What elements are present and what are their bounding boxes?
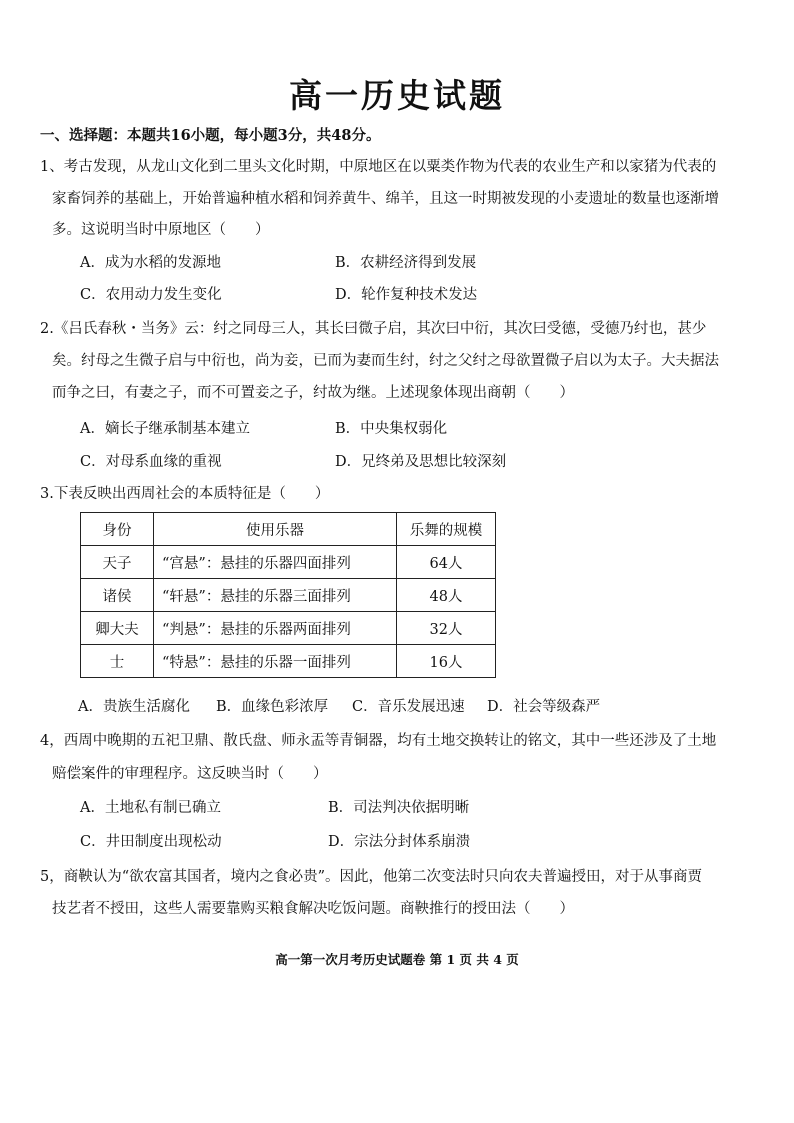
ritual-music-table <box>80 512 496 678</box>
q3-option-a: A．贵族生活腐化 <box>78 699 190 715</box>
table-cell: “宫悬”：悬挂的乐器四面排列 <box>154 546 397 579</box>
section-heading: 一、选择题：本题共16小题，每小题3分，共48分。 <box>40 127 381 144</box>
q3-stem: 3.下表反映出西周社会的本质特征是（ ） <box>40 486 330 502</box>
q1-line-1: 1、考古发现，从龙山文化到二里头文化时期，中原地区在以粟类作物为代表的农业生产和以家猪为代表的 <box>40 159 717 175</box>
table-cell: 32人 <box>397 612 496 645</box>
table-header: 乐舞的规模 <box>397 513 496 546</box>
q2-option-b: B．中央集权弱化 <box>335 421 448 437</box>
table-cell: “判悬”：悬挂的乐器两面排列 <box>154 612 397 645</box>
table-cell: 士 <box>81 645 154 678</box>
q1-option-a: A．成为水稻的发源地 <box>80 255 221 271</box>
q2-line-2: 矣。纣母之生微子启与中衍也，尚为妾，已而为妻而生纣，纣之父纣之母欲置微子启以为太子。大夫据法 <box>52 353 719 369</box>
table-cell: 64人 <box>397 546 496 579</box>
q2-option-a: A．嫡长子继承制基本建立 <box>80 421 250 437</box>
table-header-row <box>81 513 496 546</box>
table-cell: 卿大夫 <box>81 612 154 645</box>
q4-option-d: D．宗法分封体系崩溃 <box>328 834 471 850</box>
q4-option-c: C．井田制度出现松动 <box>80 834 222 850</box>
page-footer: 高一第一次月考历史试题卷 第 1 页 共 4 页 <box>275 952 519 967</box>
table-cell: 48人 <box>397 579 496 612</box>
table-row <box>81 579 496 612</box>
q1-line-2: 家畜饲养的基础上，开始普遍种植水稻和饲养黄牛、绵羊，且这一时期被发现的小麦遗址的数量也逐渐增 <box>52 191 719 207</box>
table-row <box>81 546 496 579</box>
table-header: 使用乐器 <box>154 513 397 546</box>
q5-line-1: 5，商鞅认为“欲农富其国者，境内之食必贵”。因此，他第二次变法时只向农夫普遍授田，对于从事商贾 <box>40 869 703 885</box>
q3-option-c: C．音乐发展迅速 <box>352 699 465 715</box>
q2-line-3: 而争之曰，有妻之子，而不可置妾之子，纣故为继。上述现象体现出商朝（ ） <box>52 385 574 401</box>
table-cell: 16人 <box>397 645 496 678</box>
table-row <box>81 645 496 678</box>
q1-option-c: C．农用动力发生变化 <box>80 287 222 303</box>
q2-option-c: C．对母系血缘的重视 <box>80 454 222 470</box>
table-row <box>81 612 496 645</box>
q2-line-1: 2.《吕氏春秋・当务》云：纣之同母三人，其长曰微子启，其次曰中衍，其次曰受德，受德乃纣也，甚少 <box>40 321 707 337</box>
table-header: 身份 <box>81 513 154 546</box>
q4-option-a: A．土地私有制已确立 <box>80 800 221 816</box>
q3-option-d: D．社会等级森严 <box>487 699 601 715</box>
q4-option-b: B．司法判决依据明晰 <box>328 800 470 816</box>
table-cell: “特悬”：悬挂的乐器一面排列 <box>154 645 397 678</box>
page-title: 高一历史试题 <box>289 76 505 115</box>
q4-line-2: 赔偿案件的审理程序。这反映当时（ ） <box>52 766 328 782</box>
q1-option-d: D．轮作复种技术发达 <box>335 287 478 303</box>
table-cell: “轩悬”：悬挂的乐器三面排列 <box>154 579 397 612</box>
table-cell: 诸侯 <box>81 579 154 612</box>
q5-line-2: 技艺者不授田，这些人需要靠购买粮食解决吃饭问题。商鞅推行的授田法（ ） <box>52 901 574 917</box>
q2-option-d: D．兄终弟及思想比较深刻 <box>335 454 507 470</box>
q1-line-3: 多。这说明当时中原地区（ ） <box>52 222 270 238</box>
table-cell: 天子 <box>81 546 154 579</box>
q1-option-b: B．农耕经济得到发展 <box>335 255 477 271</box>
q3-option-b: B．血缘色彩浓厚 <box>216 699 329 715</box>
q4-line-1: 4，西周中晚期的五祀卫鼎、散氏盘、师永盂等青铜器，均有土地交换转让的铭文，其中一些还涉及了土地 <box>40 733 717 749</box>
